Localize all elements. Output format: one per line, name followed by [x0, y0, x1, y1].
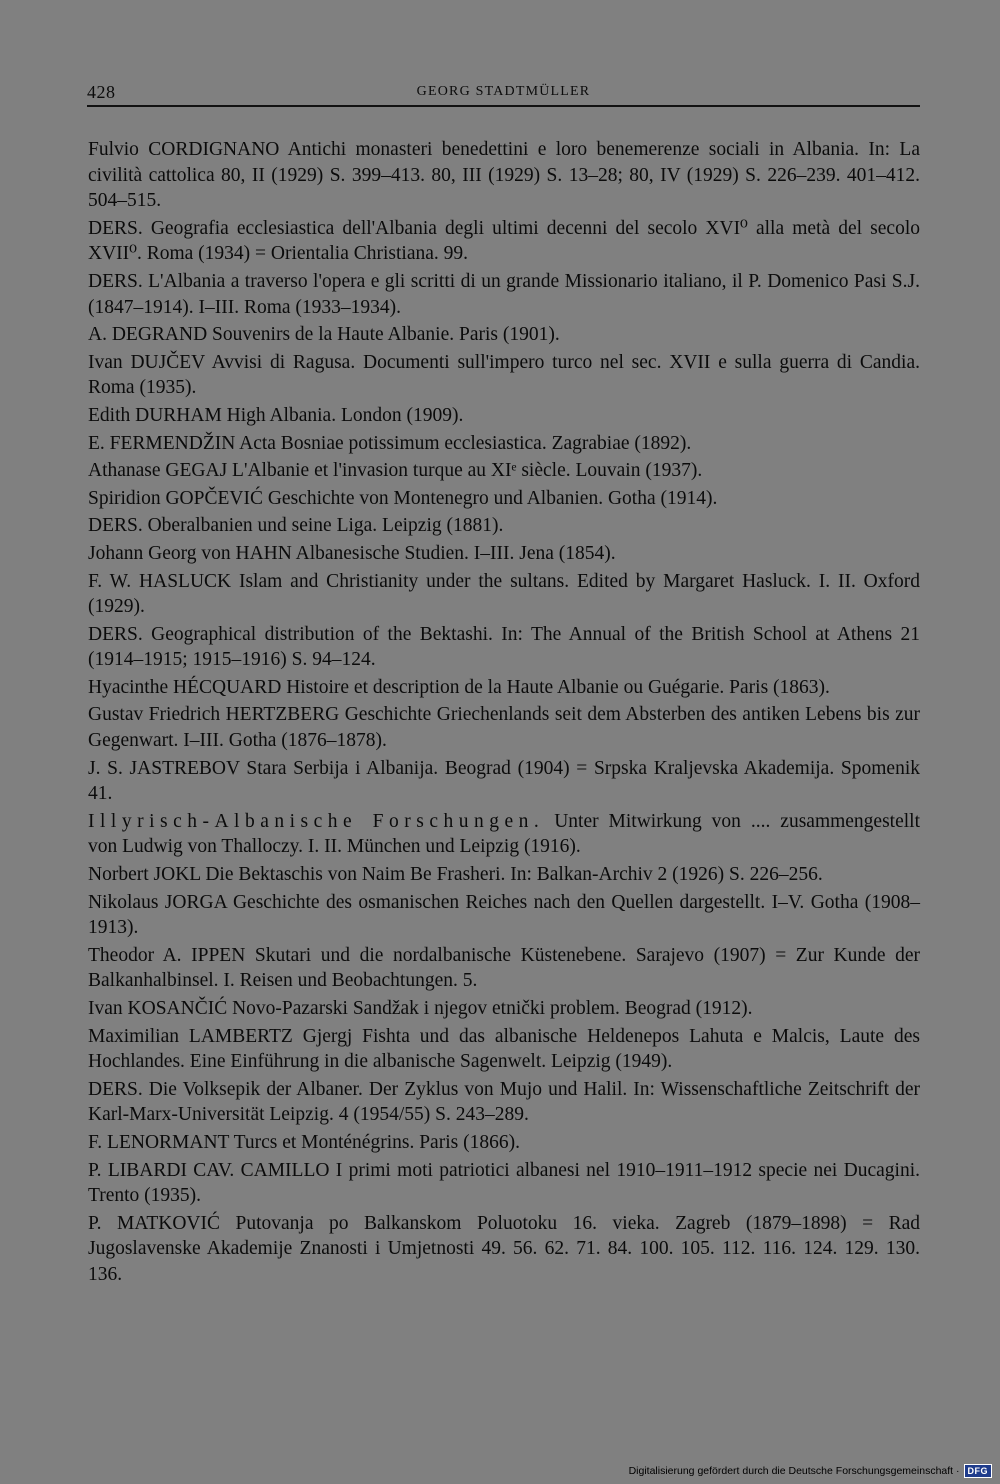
bib-entry: DERS. Die Volksepik der Albaner. Der Zyklus von Mujo und Halil. In: Wissenschaftliche Zeitschrift der Karl-Marx-Universität Leipzig. 4 (1954/55) S. 243–289.	[88, 1078, 920, 1126]
bib-entry: Gustav Friedrich HERTZBERG Geschichte Griechenlands seit dem Absterben des antiken Lebens bis zur Gegenwart. I–III. Gotha (1876–1878).	[88, 704, 920, 752]
bib-entry: Norbert JOKL Die Bektaschis von Naim Be Frasheri. In: Balkan-Archiv 2 (1926) S. 226–256.	[88, 864, 823, 886]
spaced-title: Illyrisch-Albanische Forschungen.	[88, 810, 545, 832]
dfg-logo-icon: DFG	[964, 1464, 993, 1478]
bibliography-list	[88, 137, 920, 1290]
bib-entry: Fulvio CORDIGNANO Antichi monasteri benedettini e loro benemerenze sociali in Albania. In: La civilità cattolica 80, II (1929) S. 399–413. 80, III (1929) S. 13–28; 80, IV (1929) S. 226–239. 401–412. 504–515.	[88, 139, 920, 212]
bib-entry: Edith DURHAM High Albania. London (1909).	[88, 404, 464, 426]
running-head: GEORG STADTMÜLLER	[416, 84, 591, 99]
digitization-footer	[629, 1464, 992, 1478]
bib-entry: Hyacinthe HÉCQUARD Histoire et description de la Haute Albanie ou Guégarie. Paris (1863).	[88, 676, 830, 698]
bib-entry: Spiridion GOPČEVIĆ Geschichte von Montenegro und Albanien. Gotha (1914).	[88, 487, 718, 509]
header-rule	[87, 105, 920, 107]
spaced-entry-rest: Unter Mitwirkung von .... zusammengestellt von Ludwig von Thalloczy. I. II. München und Leipzig (1916).	[88, 810, 921, 858]
bib-entry: DERS. Geografia ecclesiastica dell'Albania degli ultimi decenni del secolo XVI⁰ alla metà del secolo XVII⁰. Roma (1934) = Orientalia Christiana. 99.	[88, 217, 920, 265]
bib-entry: DERS. Oberalbanien und seine Liga. Leipzig (1881).	[88, 515, 504, 537]
bib-entry: J. S. JASTREBOV Stara Serbija i Albanija. Beograd (1904) = Srpska Kraljevska Akademija. Spomenik 41.	[88, 757, 920, 805]
bib-entry: P. LIBARDI CAV. CAMILLO I primi moti patriotici albanesi nel 1910–1911–1912 specie nei Ducagini. Trento (1935).	[88, 1159, 920, 1207]
footer-text: Digitalisierung gefördert durch die Deutsche Forschungsgemeinschaft ·	[628, 1465, 960, 1477]
bib-entry: F. W. HASLUCK Islam and Christianity under the sultans. Edited by Margaret Hasluck. I. II. Oxford (1929).	[88, 570, 920, 618]
page-number: 428	[87, 82, 116, 102]
bib-entry: Ivan KOSANČIĆ Novo-Pazarski Sandžak i njegov etnički problem. Beograd (1912).	[88, 998, 753, 1019]
bib-entry: E. FERMENDŽIN Acta Bosniae potissimum ecclesiastica. Zagrabiae (1892).	[88, 432, 692, 454]
bib-entry-spaced-title	[88, 809, 920, 860]
bib-entry: Johann Georg von HAHN Albanesische Studien. I–III. Jena (1854).	[88, 542, 616, 564]
bib-entry: Maximilian LAMBERTZ Gjergj Fishta und das albanische Heldenepos Lahuta e Malcis, Laute des Hochlandes. Eine Einführung in die albanische Sagenwelt. Leipzig (1949).	[88, 1025, 920, 1073]
bib-entry: F. LENORMANT Turcs et Monténégrins. Paris (1866).	[88, 1131, 520, 1153]
bib-entry: Theodor A. IPPEN Skutari und die nordalbanische Küstenebene. Sarajevo (1907) = Zur Kunde der Balkanhalbinsel. I. Reisen und Beobachtungen. 5.	[88, 944, 920, 992]
bib-entry: Ivan DUJČEV Avvisi di Ragusa. Documenti sull'impero turco nel sec. XVII e sulla guerra di Candia. Roma (1935).	[88, 351, 920, 399]
bib-entry: A. DEGRAND Souvenirs de la Haute Albanie. Paris (1901).	[88, 324, 560, 346]
page-header	[87, 82, 920, 106]
bib-entry: DERS. L'Albania a traverso l'opera e gli scritti di un grande Missionario italiano, il P. Domenico Pasi S.J. (1847–1914). I–III. Roma (1933–1934).	[88, 270, 920, 318]
bib-entry: P. MATKOVIĆ Putovanja po Balkanskom Poluotoku 16. vieka. Zagreb (1879–1898) = Rad Jugoslavenske Akademije Znanosti i Umjetnosti 49. 56. 62. 71. 84. 100. 105. 112. 116. 124. 129. 130. 136.	[88, 1212, 920, 1285]
bib-entry: Nikolaus JORGA Geschichte des osmanischen Reiches nach den Quellen dargestellt. I–V. Gotha (1908–1913).	[88, 891, 920, 939]
bib-entry: DERS. Geographical distribution of the Bektashi. In: The Annual of the British School at Athens 21 (1914–1915; 1915–1916) S. 94–124.	[88, 623, 920, 671]
bib-entry: Athanase GEGAJ L'Albanie et l'invasion turque au XIᵉ siècle. Louvain (1937).	[88, 460, 703, 482]
